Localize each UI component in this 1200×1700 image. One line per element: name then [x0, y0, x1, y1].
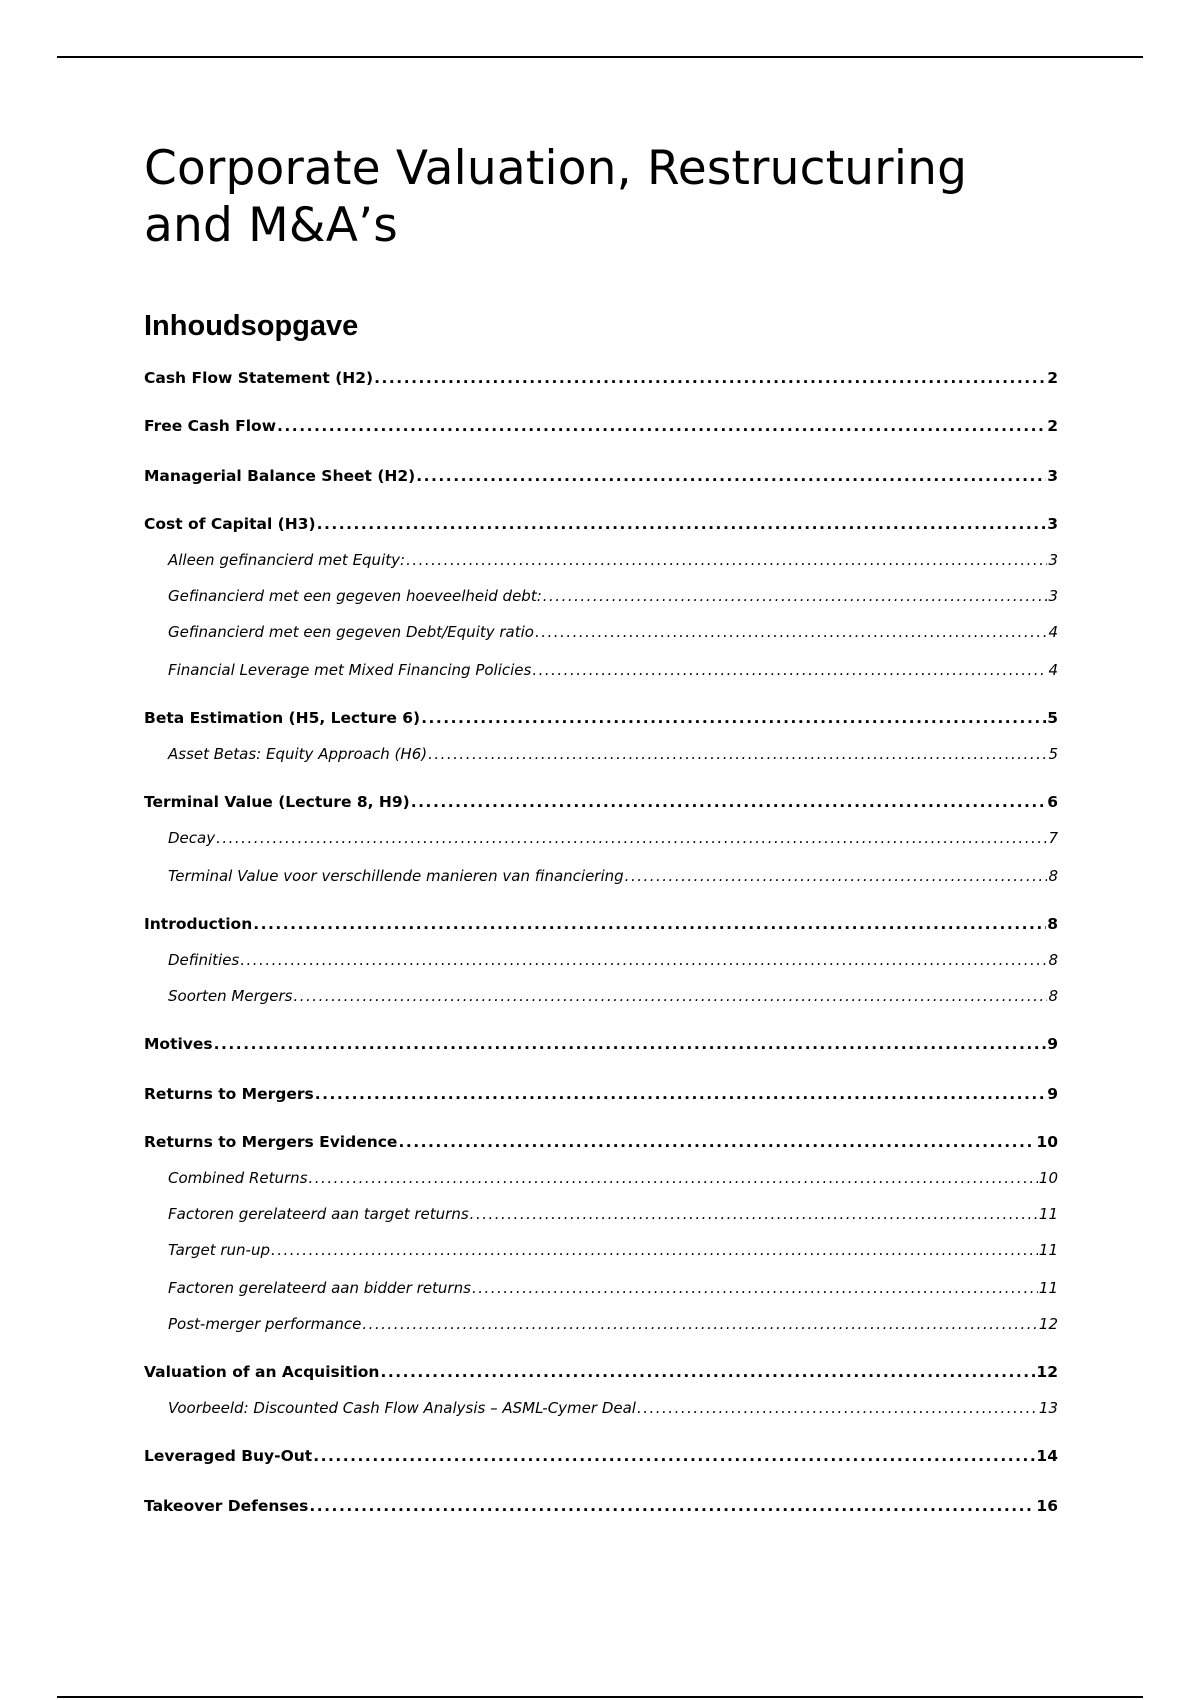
toc-entry-page-number: 12	[1036, 1363, 1058, 1381]
toc-entry-page-number: 4	[1048, 661, 1058, 679]
toc-entry-page-number: 8	[1048, 987, 1058, 1005]
toc-dot-leader	[416, 465, 1046, 487]
toc-entry-page-number: 5	[1048, 745, 1058, 763]
toc-dot-leader	[271, 1239, 1038, 1261]
header-rule	[57, 56, 1143, 58]
toc-entry-page-number: 5	[1047, 709, 1058, 727]
toc-entry[interactable]	[144, 513, 1058, 535]
toc-entry-page-number: 3	[1047, 467, 1058, 485]
toc-entry-label: Cash Flow Statement (H2)	[144, 369, 374, 387]
toc-entry-label: Factoren gerelateerd aan bidder returns	[168, 1279, 471, 1297]
toc-dot-leader	[543, 585, 1048, 607]
toc-entry[interactable]	[144, 1203, 1058, 1225]
toc-heading: Inhoudsopgave	[144, 310, 359, 342]
toc-entry-label: Definities	[168, 951, 240, 969]
toc-entry[interactable]	[144, 1445, 1058, 1467]
toc-dot-leader	[625, 865, 1048, 887]
toc-entry[interactable]	[144, 621, 1058, 643]
toc-entry[interactable]	[144, 913, 1058, 935]
toc-entry-label: Terminal Value voor verschillende manieren van financiering	[168, 867, 624, 885]
toc-entry-page-number: 8	[1047, 915, 1058, 933]
toc-entry-page-number: 14	[1036, 1447, 1058, 1465]
toc-entry[interactable]	[144, 1033, 1058, 1055]
toc-entry[interactable]	[144, 585, 1058, 607]
toc-entry-label: Post-merger performance	[168, 1315, 362, 1333]
toc-entry-page-number: 10	[1036, 1133, 1058, 1151]
toc-entry-label: Returns to Mergers	[144, 1085, 314, 1103]
toc-dot-leader	[253, 913, 1046, 935]
toc-entry[interactable]	[144, 549, 1058, 571]
toc-dot-leader	[421, 707, 1046, 729]
toc-entry[interactable]	[144, 865, 1058, 887]
toc-dot-leader	[398, 1131, 1035, 1153]
toc-entry-page-number: 13	[1038, 1399, 1058, 1417]
toc-dot-leader	[472, 1277, 1038, 1299]
toc-entry[interactable]	[144, 791, 1058, 813]
toc-dot-leader	[294, 985, 1048, 1007]
toc-entry-page-number: 8	[1048, 867, 1058, 885]
toc-entry[interactable]	[144, 827, 1058, 849]
toc-entry-page-number: 8	[1048, 951, 1058, 969]
toc-entry-page-number: 3	[1047, 515, 1058, 533]
toc-entry-page-number: 6	[1047, 793, 1058, 811]
document-body	[144, 140, 1058, 1515]
toc-dot-leader	[240, 949, 1047, 971]
toc-entry[interactable]	[144, 659, 1058, 681]
toc-dot-leader	[313, 1445, 1035, 1467]
toc-dot-leader	[535, 621, 1047, 643]
toc-dot-leader	[380, 1361, 1035, 1383]
toc-entry-label: Free Cash Flow	[144, 417, 277, 435]
toc-entry-label: Leveraged Buy-Out	[144, 1447, 313, 1465]
toc-entry-page-number: 11	[1038, 1241, 1058, 1259]
toc-dot-leader	[216, 827, 1047, 849]
toc-entry-label: Combined Returns	[168, 1169, 308, 1187]
toc-entry[interactable]	[144, 985, 1058, 1007]
toc-entry[interactable]	[144, 1167, 1058, 1189]
toc-entry-label: Factoren gerelateerd aan target returns	[168, 1205, 469, 1223]
toc-entry-label: Beta Estimation (H5, Lecture 6)	[144, 709, 421, 727]
document-title: Corporate Valuation, Restructuring and M&A’s	[144, 141, 968, 253]
toc-entry-label: Voorbeeld: Discounted Cash Flow Analysis – ASML-Cymer Deal	[168, 1399, 636, 1417]
toc-entry[interactable]	[144, 743, 1058, 765]
toc-entry-label: Gefinancierd met een gegeven Debt/Equity ratio	[168, 623, 534, 641]
toc-dot-leader	[406, 549, 1047, 571]
toc-entry[interactable]	[144, 1131, 1058, 1153]
toc-entry[interactable]	[144, 465, 1058, 487]
toc-entry-page-number: 7	[1048, 829, 1058, 847]
toc-dot-leader	[317, 513, 1047, 535]
toc-entry-page-number: 3	[1048, 551, 1058, 569]
toc-entry-label: Alleen gefinancierd met Equity:	[168, 551, 406, 569]
toc-entry-page-number: 2	[1047, 417, 1058, 435]
toc-entry-label: Introduction	[144, 915, 253, 933]
toc-entry-label: Returns to Mergers Evidence	[144, 1133, 398, 1151]
toc-entry-label: Takeover Defenses	[144, 1497, 309, 1515]
toc-entry-label: Asset Betas: Equity Approach (H6)	[168, 745, 428, 763]
toc-dot-leader	[362, 1313, 1038, 1335]
toc-entry-label: Cost of Capital (H3)	[144, 515, 316, 533]
toc-entry-page-number: 9	[1047, 1035, 1058, 1053]
toc-entry-page-number: 4	[1048, 623, 1058, 641]
toc-entry[interactable]	[144, 1277, 1058, 1299]
toc-dot-leader	[214, 1033, 1047, 1055]
toc-entry-label: Valuation of an Acquisition	[144, 1363, 380, 1381]
toc-entry[interactable]	[144, 367, 1058, 389]
toc-entry-page-number: 11	[1038, 1279, 1058, 1297]
toc-entry[interactable]	[144, 949, 1058, 971]
toc-dot-leader	[428, 743, 1047, 765]
toc-dot-leader	[309, 1495, 1035, 1517]
toc-entry[interactable]	[144, 1083, 1058, 1105]
toc-entry[interactable]	[144, 1495, 1058, 1517]
toc-dot-leader	[411, 791, 1046, 813]
toc-entry-label: Gefinancierd met een gegeven hoeveelheid debt:	[168, 587, 542, 605]
toc-entry-page-number: 3	[1048, 587, 1058, 605]
toc-dot-leader	[470, 1203, 1038, 1225]
toc-entry[interactable]	[144, 1397, 1058, 1419]
footer-rule	[57, 1696, 1143, 1698]
toc-entry-page-number: 10	[1038, 1169, 1058, 1187]
toc-entry[interactable]	[144, 415, 1058, 437]
toc-entry-label: Decay	[168, 829, 216, 847]
toc-entry[interactable]	[144, 1239, 1058, 1261]
toc-entry-label: Motives	[144, 1035, 213, 1053]
toc-entry-label: Target run-up	[168, 1241, 270, 1259]
toc-dot-leader	[374, 367, 1046, 389]
toc-entry[interactable]	[144, 1313, 1058, 1335]
toc-dot-leader	[315, 1083, 1046, 1105]
toc-entry[interactable]	[144, 1361, 1058, 1383]
toc-entry-page-number: 2	[1047, 369, 1058, 387]
toc-dot-leader	[637, 1397, 1038, 1419]
toc-dot-leader	[309, 1167, 1038, 1189]
toc-dot-leader	[532, 659, 1047, 681]
toc-entry-label: Managerial Balance Sheet (H2)	[144, 467, 416, 485]
toc-entry-label: Financial Leverage met Mixed Financing Policies	[168, 661, 532, 679]
toc-entry-label: Terminal Value (Lecture 8, H9)	[144, 793, 410, 811]
toc-entry-page-number: 9	[1047, 1085, 1058, 1103]
toc-entry-page-number: 12	[1038, 1315, 1058, 1333]
toc-dot-leader	[277, 415, 1046, 437]
toc-entry-page-number: 16	[1036, 1497, 1058, 1515]
toc-entry-page-number: 11	[1038, 1205, 1058, 1223]
toc-entry[interactable]	[144, 707, 1058, 729]
toc-entry-label: Soorten Mergers	[168, 987, 293, 1005]
